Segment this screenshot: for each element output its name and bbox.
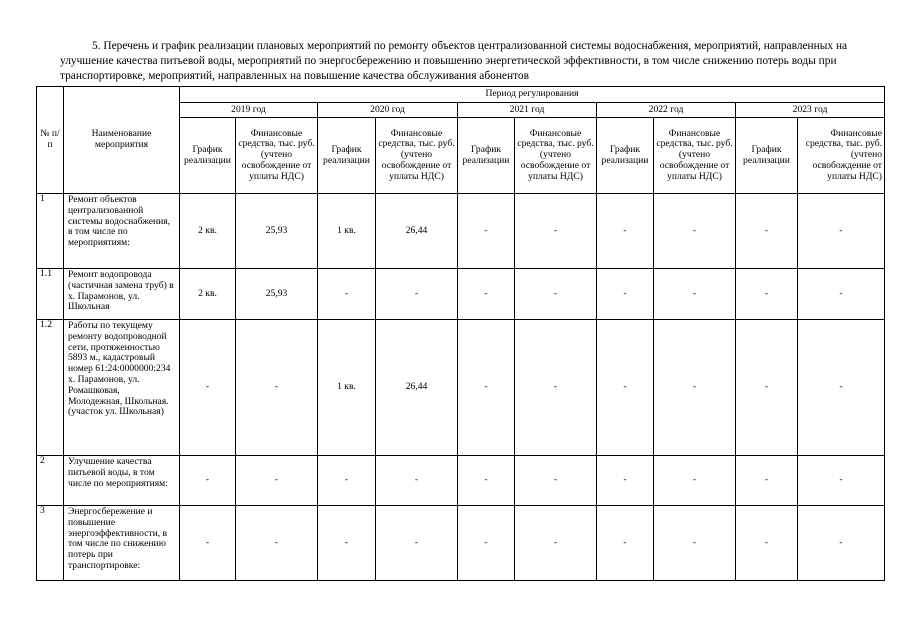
finance-cell: -	[515, 506, 597, 581]
finance-cell: 25,93	[236, 194, 318, 269]
finance-cell: -	[654, 269, 736, 320]
finance-cell: -	[654, 506, 736, 581]
schedule-cell: -	[458, 269, 515, 320]
schedule-cell: -	[318, 506, 376, 581]
row-number: 1.1	[37, 269, 64, 320]
schedule-cell: -	[736, 320, 798, 456]
finance-cell: -	[798, 456, 885, 506]
schedule-header: График реализации	[318, 118, 376, 194]
section-heading	[60, 39, 890, 83]
year-header: 2022 год	[597, 103, 736, 118]
row-number: 1.2	[37, 320, 64, 456]
year-header: 2021 год	[458, 103, 597, 118]
row-name: Энергосбережение и повышение энергоэффективности, в том числе по снижению потерь при транспортировке:	[64, 506, 180, 581]
schedule-header: График реализации	[458, 118, 515, 194]
schedule-cell: -	[597, 194, 654, 269]
finance-cell: -	[376, 269, 458, 320]
schedule-cell: -	[597, 269, 654, 320]
schedule-cell: -	[597, 320, 654, 456]
finance-cell: -	[654, 320, 736, 456]
section-heading-text: 5. Перечень и график реализации плановых мероприятий по ремонту объектов централизованной системы водоснабжения, мероприятий, направленных на улучшение качества питьевой воды, мероприятий по энергосбережению и повышению энергетической эффективности, в том числе снижению потерь воды при транспортировке, мероприятий, направленных на повышение качества обслуживания абонентов	[60, 40, 848, 82]
schedule-cell: -	[180, 320, 236, 456]
table-row	[37, 456, 885, 506]
col-number-header: № п/п	[37, 87, 64, 194]
schedule-cell: -	[597, 506, 654, 581]
row-number: 2	[37, 456, 64, 506]
schedule-cell: -	[458, 320, 515, 456]
table-body	[37, 194, 885, 581]
schedule-header: График реализации	[180, 118, 236, 194]
row-name: Работы по текущему ремонту водопроводной сети, протяженностью 5893 м., кадастровый номер 61:24:0000000:234 х. Парамонов, ул. Ромашковая, Молодежная, Школьная. (участок ул. Школьная)	[64, 320, 180, 456]
schedule-cell: -	[180, 456, 236, 506]
finance-cell: -	[798, 194, 885, 269]
row-name: Ремонт объектов централизованной системы водоснабжения, в том числе по мероприятиям:	[64, 194, 180, 269]
finance-cell: -	[798, 269, 885, 320]
finance-cell: -	[798, 506, 885, 581]
finance-cell: -	[236, 456, 318, 506]
finance-header: Финансовые средства, тыс. руб. (учтено освобождение от уплаты НДС)	[236, 118, 318, 194]
finance-header: Финансовые средства, тыс. руб. (учтено освобождение от уплаты НДС)	[654, 118, 736, 194]
finance-header: Финансовые средства, тыс. руб. (учтено освобождение от уплаты НДС)	[798, 118, 885, 194]
schedule-header: График реализации	[597, 118, 654, 194]
table-row	[37, 506, 885, 581]
finance-header: Финансовые средства, тыс. руб. (учтено освобождение от уплаты НДС)	[515, 118, 597, 194]
finance-cell: -	[798, 320, 885, 456]
schedule-cell: 2 кв.	[180, 194, 236, 269]
year-header: 2023 год	[736, 103, 885, 118]
col-name-header: Наименование мероприятия	[64, 87, 180, 194]
schedule-cell: -	[736, 194, 798, 269]
header-row-1	[37, 87, 885, 103]
schedule-cell: -	[318, 456, 376, 506]
finance-cell: -	[515, 456, 597, 506]
finance-cell: -	[515, 320, 597, 456]
finance-cell: 26,44	[376, 320, 458, 456]
row-name: Ремонт водопровода (частичная замена труб) в х. Парамонов, ул. Школьная	[64, 269, 180, 320]
schedule-cell: -	[180, 506, 236, 581]
row-number: 3	[37, 506, 64, 581]
schedule-header: График реализации	[736, 118, 798, 194]
finance-cell: -	[236, 506, 318, 581]
schedule-cell: -	[458, 456, 515, 506]
schedule-cell: -	[597, 456, 654, 506]
year-header: 2020 год	[318, 103, 458, 118]
finance-cell: -	[515, 269, 597, 320]
schedule-cell: 1 кв.	[318, 194, 376, 269]
schedule-cell: 2 кв.	[180, 269, 236, 320]
year-header: 2019 год	[180, 103, 318, 118]
row-name: Улучшение качества питьевой воды, в том числе по мероприятиям:	[64, 456, 180, 506]
finance-cell: 26,44	[376, 194, 458, 269]
finance-cell: -	[515, 194, 597, 269]
finance-cell: 25,93	[236, 269, 318, 320]
finance-cell: -	[376, 456, 458, 506]
schedule-cell: 1 кв.	[318, 320, 376, 456]
table-row	[37, 269, 885, 320]
schedule-cell: -	[458, 506, 515, 581]
finance-cell: -	[654, 456, 736, 506]
schedule-cell: -	[736, 456, 798, 506]
schedule-cell: -	[736, 506, 798, 581]
table-row	[37, 320, 885, 456]
schedule-cell: -	[458, 194, 515, 269]
schedule-cell: -	[736, 269, 798, 320]
table-row	[37, 194, 885, 269]
activities-table	[36, 86, 885, 581]
period-header: Период регулирования	[180, 87, 885, 103]
finance-header: Финансовые средства, тыс. руб. (учтено освобождение от уплаты НДС)	[376, 118, 458, 194]
finance-cell: -	[376, 506, 458, 581]
row-number: 1	[37, 194, 64, 269]
schedule-cell: -	[318, 269, 376, 320]
finance-cell: -	[654, 194, 736, 269]
finance-cell: -	[236, 320, 318, 456]
